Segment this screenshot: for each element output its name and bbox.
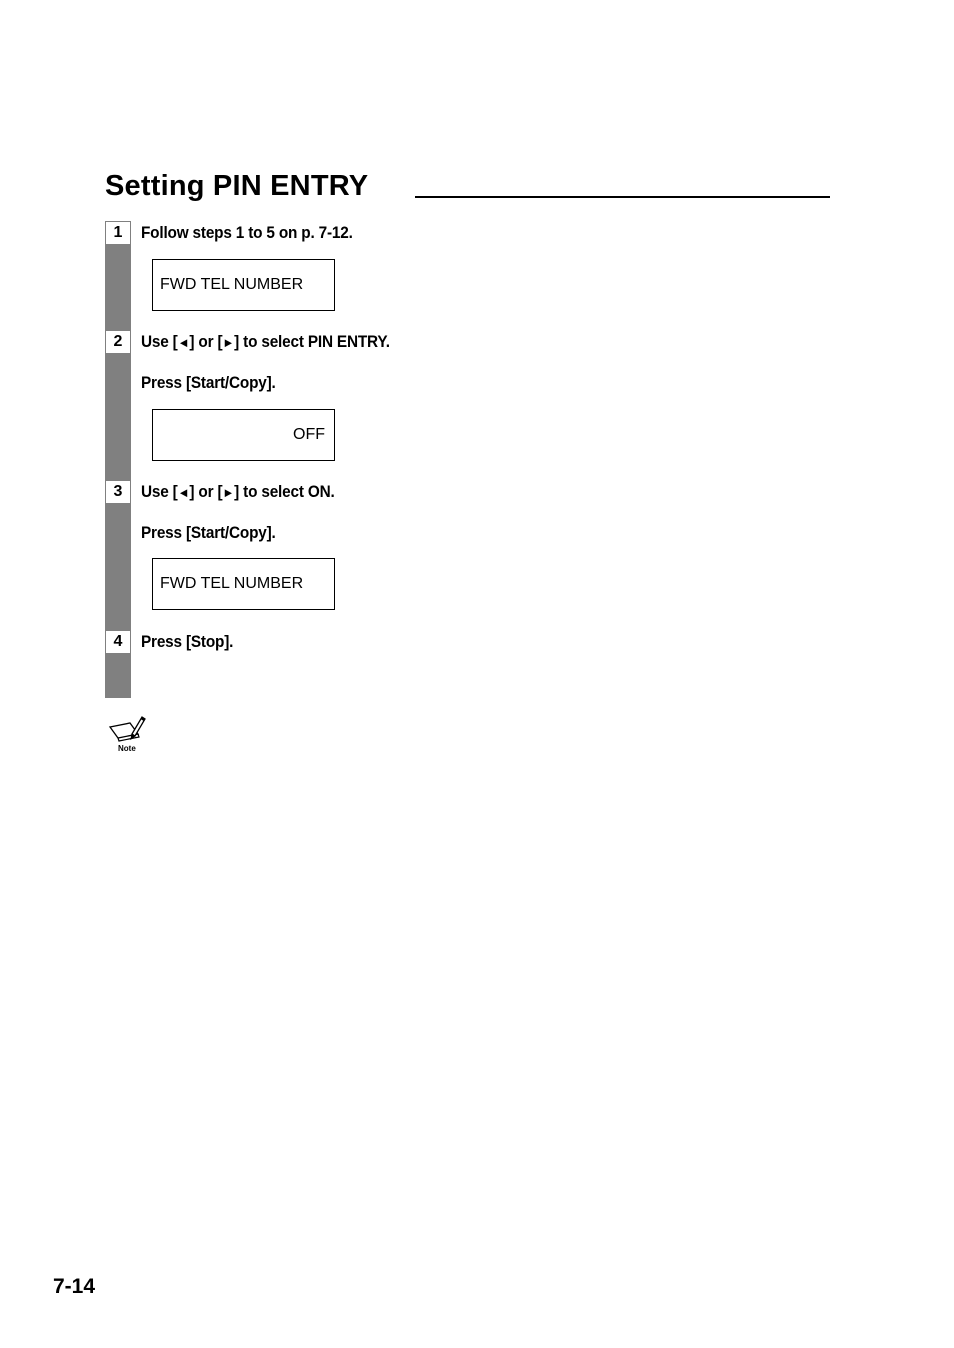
- step-2-line-1: to select PIN ENTRY.: [243, 333, 390, 351]
- step-2-line-2: Press [Start/Copy].: [141, 374, 276, 392]
- lcd-display-2: [152, 409, 335, 461]
- right-arrow-icon: ►: [222, 485, 235, 500]
- title-rule: [415, 196, 830, 198]
- lcd-display-1-text: FWD TEL NUMBER: [160, 276, 304, 293]
- text-close-bracket: ]: [234, 483, 240, 501]
- step-2-text: [141, 331, 390, 354]
- note-label: Note: [118, 744, 136, 753]
- left-arrow-icon: ◄: [177, 335, 190, 350]
- text-use: Use [: [141, 483, 178, 501]
- lcd-display-1: [152, 259, 335, 311]
- note-pencil-icon: [108, 714, 148, 754]
- lcd-display-3: [152, 558, 335, 610]
- step-number-1: 1: [105, 221, 131, 245]
- step-number-2: 2: [105, 330, 131, 354]
- step-3-line-2: Press [Start/Copy].: [141, 524, 276, 542]
- step-number-3: 3: [105, 480, 131, 504]
- text-use: Use [: [141, 333, 178, 351]
- step-bar: [105, 222, 131, 698]
- step-3-line-1: to select ON.: [243, 483, 335, 501]
- lcd-display-3-text: FWD TEL NUMBER: [160, 575, 304, 592]
- step-4-text: Press [Stop].: [141, 633, 234, 651]
- left-arrow-icon: ◄: [177, 485, 190, 500]
- step-3-text: [141, 481, 335, 504]
- lcd-display-2-text: OFF: [293, 426, 325, 443]
- page-number: 7-14: [53, 1275, 96, 1298]
- step-1-text: Follow steps 1 to 5 on p. 7-12.: [141, 224, 353, 242]
- section-title: Setting PIN ENTRY: [105, 170, 369, 202]
- step-number-4: 4: [105, 630, 131, 654]
- text-or: ] or [: [189, 333, 223, 351]
- right-arrow-icon: ►: [222, 335, 235, 350]
- text-or: ] or [: [189, 483, 223, 501]
- text-close-bracket: ]: [234, 333, 240, 351]
